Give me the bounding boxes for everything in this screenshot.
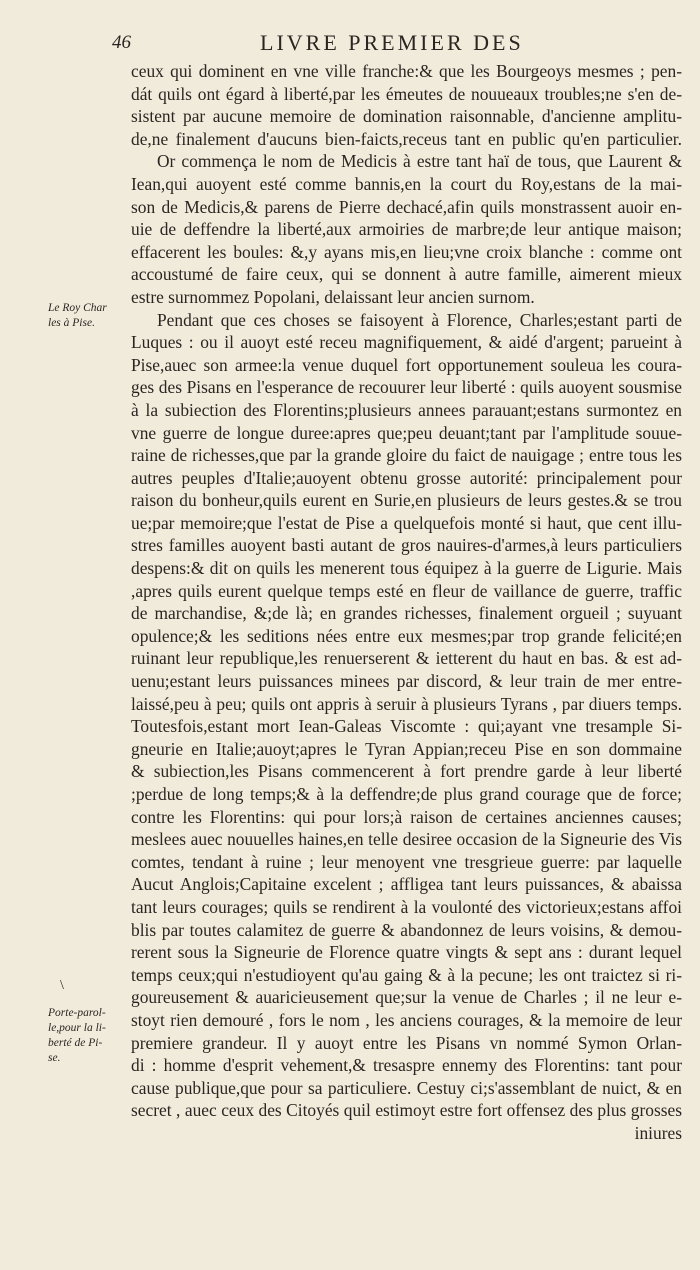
margin-note-line: berté de Pi- [48, 1037, 103, 1049]
text-line: uie de deffendre la liberté,aux armoiries de marbre;de leur antique maison; [131, 219, 682, 240]
running-head: LIVRE PREMIER DES [260, 30, 524, 55]
text-line: estre surnommez Popolani, delaissant leur ancien surnom. [131, 286, 535, 307]
text-line: dát quils ont égard à liberté,par les émeutes de nouueaux troubles;ne s'en de- [131, 83, 682, 104]
margin-note-roy-charles [48, 301, 118, 331]
text-line: raison du bonheur,quils eurent en Surie,en plusieurs de leurs gestes.& se trou [131, 490, 682, 511]
margin-note-porte-parolle [48, 1006, 118, 1066]
page-header [112, 30, 672, 58]
text-line: di : homme d'esprit vehement,& tresaspre ennemy des Florentins: tant pour [131, 1055, 682, 1076]
text-line: stoyt rien demouré , fors le nom , les anciens courages, & la memoire de leur [131, 1009, 682, 1030]
text-line: rerent sous la Signeurie de Florence quatre vingts & sept ans : durant lequel [131, 942, 682, 963]
text-line: Luques : ou il auoyt esté receu magnifiquement, & aidé d'argent; parueint à [131, 332, 682, 353]
text-line: cause publique,que pour sa particuliere. Cestuy ci;s'assemblant de nuict, & en [131, 1077, 682, 1098]
text-line: de marchandise, &;de là; en grandes richesses, finalement orgueil ; suyuant [131, 603, 682, 624]
text-line: ue;par memoire;que l'estat de Pise a quelquefois monté si haut, que cent illu- [131, 512, 682, 533]
text-line: secret , auec ceux des Citoyés quil estimoyt estre fort offensez des plus grosses [131, 1100, 682, 1121]
text-line: temps ceux;qui n'estudioyent qu'au gaing & à la pecune; les ont traictez si ri- [131, 964, 682, 985]
margin-note-line: le,pour la li- [48, 1022, 106, 1034]
text-line: ruinant leur republique,les renuerserent & ietterent du haut en bas. & est ad- [131, 648, 682, 669]
text-line: sistent par aucune memoire de domination raisonnable, d'ancienne amplitu- [131, 106, 682, 127]
body-text [131, 60, 682, 1145]
text-line: de,ne finalement d'aucuns bien-faicts,receus tant en public qu'en particulier. [131, 128, 682, 149]
text-line: vne guerre de longue duree:apres que;peu deuant;tant par l'amplitude souue- [131, 422, 682, 443]
catchword: iniures [634, 1122, 682, 1143]
text-line: effacerent les boules: &,y ayans mis,en lieu;vne croix blanche : comme ont [131, 241, 682, 262]
text-line: contre les Florentins: qui pour lors;à raison de certaines anciennes causes; [131, 806, 682, 827]
text-line: Iean,qui auoyent esté comme bannis,en la court du Roy,estans de la mai- [131, 173, 682, 194]
margin-note-line: Le Roy Char [48, 302, 107, 314]
text-line: accoustumé de faire ceux, qui se donnent à autre famille, aimerent mieux [131, 264, 682, 285]
margin-mark: \ [60, 978, 64, 993]
text-line: Pise,auec son armee:la venue duquel fort opportunement souleua les coura- [131, 354, 682, 375]
text-line: comtes, tendant à ruine ; leur menoyent vne tresgrieue guerre: par laquelle [131, 851, 682, 872]
text-line: ,apres quils eurent quelque temps esté en fleur de vaillance de guerre, traffic [131, 580, 682, 601]
text-line: Aucut Anglois;Capitaine excelent ; affligea tant leurs puissances, & abaissa [131, 874, 682, 895]
text-line: & subiection,les Pisans commencerent à fort prendre garde à leur liberté [131, 761, 682, 782]
text-line: despens:& dit on quils les menerent tous équipez à la guerre de Ligurie. Mais [131, 558, 682, 579]
text-line: autres peuples d'Italie;auoyent obtenu grosse autorité: principalement pour [131, 467, 682, 488]
text-line: son de Medicis,& parens de Pierre dechacé,afin quils monstrassent auoir en- [131, 196, 682, 217]
text-line: premiere grandeur. Il y auoyt entre les Pisans vn nommé Symon Orlan- [131, 1032, 682, 1053]
text-line: uenu;estant leurs puissances minees par discord, & leur train de mer entre- [131, 671, 682, 692]
text-line: gneurie en Italie;auoyt;apres le Tyran Appian;receu Pise en son dommaine [131, 738, 682, 759]
text-line: à la subiection des Florentins;plusieurs annees parauant;estans surmontez en [131, 399, 682, 420]
text-line: Pendant que ces choses se faisoyent à Florence, Charles;estant parti de [157, 309, 682, 330]
text-line: meslees auec nouuelles haines,en telle desiree occasion de la Signeurie des Vis [131, 829, 682, 850]
text-line: ;perdue de long temps;& à la deffendre;de plus grand courage que de force; [131, 784, 682, 804]
page-number: 46 [112, 32, 131, 53]
text-line: Or commença le nom de Medicis à estre tant haï de tous, que Laurent & [157, 151, 682, 172]
text-line: tant leurs courages; quils se rendirent à la voulonté des victorieux;estans affoi [131, 896, 682, 917]
text-line: raine de richesses,que par la grande gloire du faict de nauigage ; entre tous les [131, 445, 682, 466]
text-line: ges des Pisans en l'esperance de recouurer leur liberté : quils auoyent sousmise [131, 377, 682, 398]
text-line: stres familles auoyent basti autant de gros nauires-d'armes,à leurs particuliers [131, 535, 682, 556]
text-line: ceux qui dominent en vne ville franche:& que les Bourgeoys mesmes ; pen- [131, 61, 682, 81]
margin-note-line: Porte-parol- [48, 1007, 106, 1019]
text-line: blis par toutes calamitez de guerre & abandonnez de leurs voisins, & demou- [131, 919, 682, 940]
text-line: Toutesfois,estant mort Iean-Galeas Viscomte : qui;ayant vne tresample Si- [131, 716, 682, 737]
text-line: goureusement & auaricieusement que;sur la venue de Charles ; il ne leur e- [131, 987, 682, 1008]
text-line: laissé,peu à peu; quils ont appris à seruir à plusieurs Tyrans , par diuers temps. [131, 693, 682, 714]
text-line: opulence;& les seditions nées entre eux mesmes;par trop grande felicité;en [131, 625, 682, 646]
margin-note-line: se. [48, 1052, 61, 1064]
margin-note-line: les à Pise. [48, 317, 95, 329]
